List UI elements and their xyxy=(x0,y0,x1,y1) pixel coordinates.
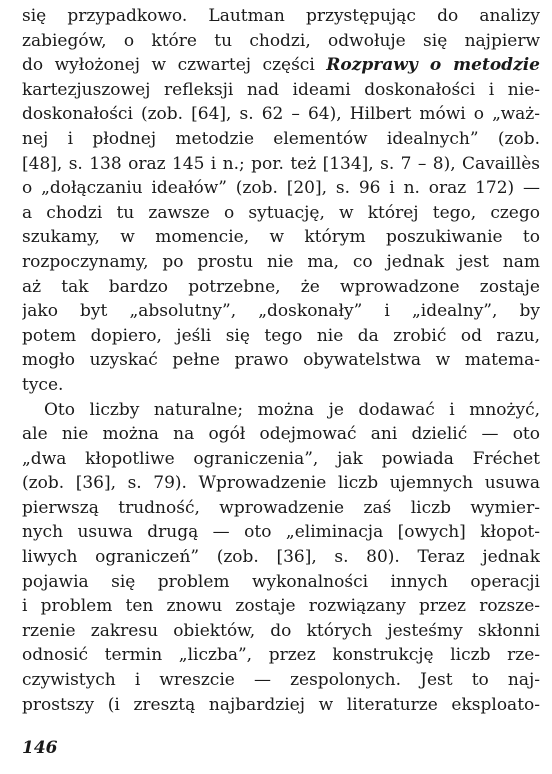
text-line: nych usuwa drugą — oto „eliminacja [owych] kłopot- xyxy=(22,522,540,543)
text-line: doskonałości (zob. [64], s. 62 – 64), Hilbert mówi o „waż- xyxy=(22,104,540,125)
text-line: Oto liczby naturalne; można je dodawać i mnożyć, xyxy=(44,399,540,420)
text-line: rozpoczynamy, po prostu nie ma, co jednak jest nam xyxy=(22,251,540,272)
text-line: pojawia się problem wykonalności innych operacji xyxy=(22,571,540,592)
text-line: mogło uzyskać pełne prawo obywatelstwa w matema- xyxy=(22,350,540,371)
text-line: i problem ten znowu zostaje rozwiązany przez rozsze- xyxy=(22,596,540,617)
text-line: odnosić termin „liczba”, przez konstrukcję liczb rze- xyxy=(22,645,540,666)
text-line: pierwszą trudność, wprowadzenie zaś liczb wymier- xyxy=(22,497,540,518)
text-line: szukamy, w momencie, w którym poszukiwanie to xyxy=(22,227,540,248)
text-line: „dwa kłopotliwe ograniczenia”, jak powiada Fréchet xyxy=(22,448,540,469)
text-line: jako byt „absolutny”, „doskonały” i „idealny”, by xyxy=(22,301,540,322)
text-line: [48], s. 138 oraz 145 i n.; por. też [134], s. 7 – 8), Cavaillès xyxy=(22,153,540,174)
text-line: a chodzi tu zawsze o sytuację, w której tego, czego xyxy=(22,202,540,223)
text-line: (zob. [36], s. 79). Wprowadzenie liczb ujemnych usuwa xyxy=(22,473,540,494)
text-line: aż tak bardzo potrzebne, że wprowadzone zostaje xyxy=(22,276,540,297)
text-line: tyce. xyxy=(22,374,64,395)
text-line: zabiegów, o które tu chodzi, odwołuje się najpierw xyxy=(22,30,540,51)
text-line: o „dołączaniu ideałów” (zob. [20], s. 96 i n. oraz 172) — xyxy=(22,178,540,199)
italic-title: Rozprawy o metodzie xyxy=(326,55,540,76)
text-line: do wyłożonej w czwartej części Rozprawy o metodzie xyxy=(22,55,540,76)
text-line: ale nie można na ogół odejmować ani dzielić — oto xyxy=(22,424,540,445)
text-line: liwych ograniczeń” (zob. [36], s. 80). Teraz jednak xyxy=(22,547,540,568)
text-line: potem dopiero, jeśli się tego nie da zrobić od razu, xyxy=(22,325,540,346)
text-line: rzenie zakresu obiektów, do których jesteśmy skłonni xyxy=(22,620,540,641)
text-line: nej i płodnej metodzie elementów idealnych” (zob. xyxy=(22,128,540,149)
text-line: się przypadkowo. Lautman przystępując do analizy xyxy=(22,6,540,26)
body-text xyxy=(22,4,540,717)
page-number: 146 xyxy=(22,738,58,758)
paragraph-2 xyxy=(22,398,540,718)
text-line: prostszy (i zresztą najbardziej w literaturze eksploato- xyxy=(22,694,540,715)
text-line: kartezjuszowej refleksji nad ideami doskonałości i nie- xyxy=(22,79,540,100)
text-line: czywistych i wreszcie — zespolonych. Jest to naj- xyxy=(22,670,540,691)
paragraph-1 xyxy=(22,4,540,398)
